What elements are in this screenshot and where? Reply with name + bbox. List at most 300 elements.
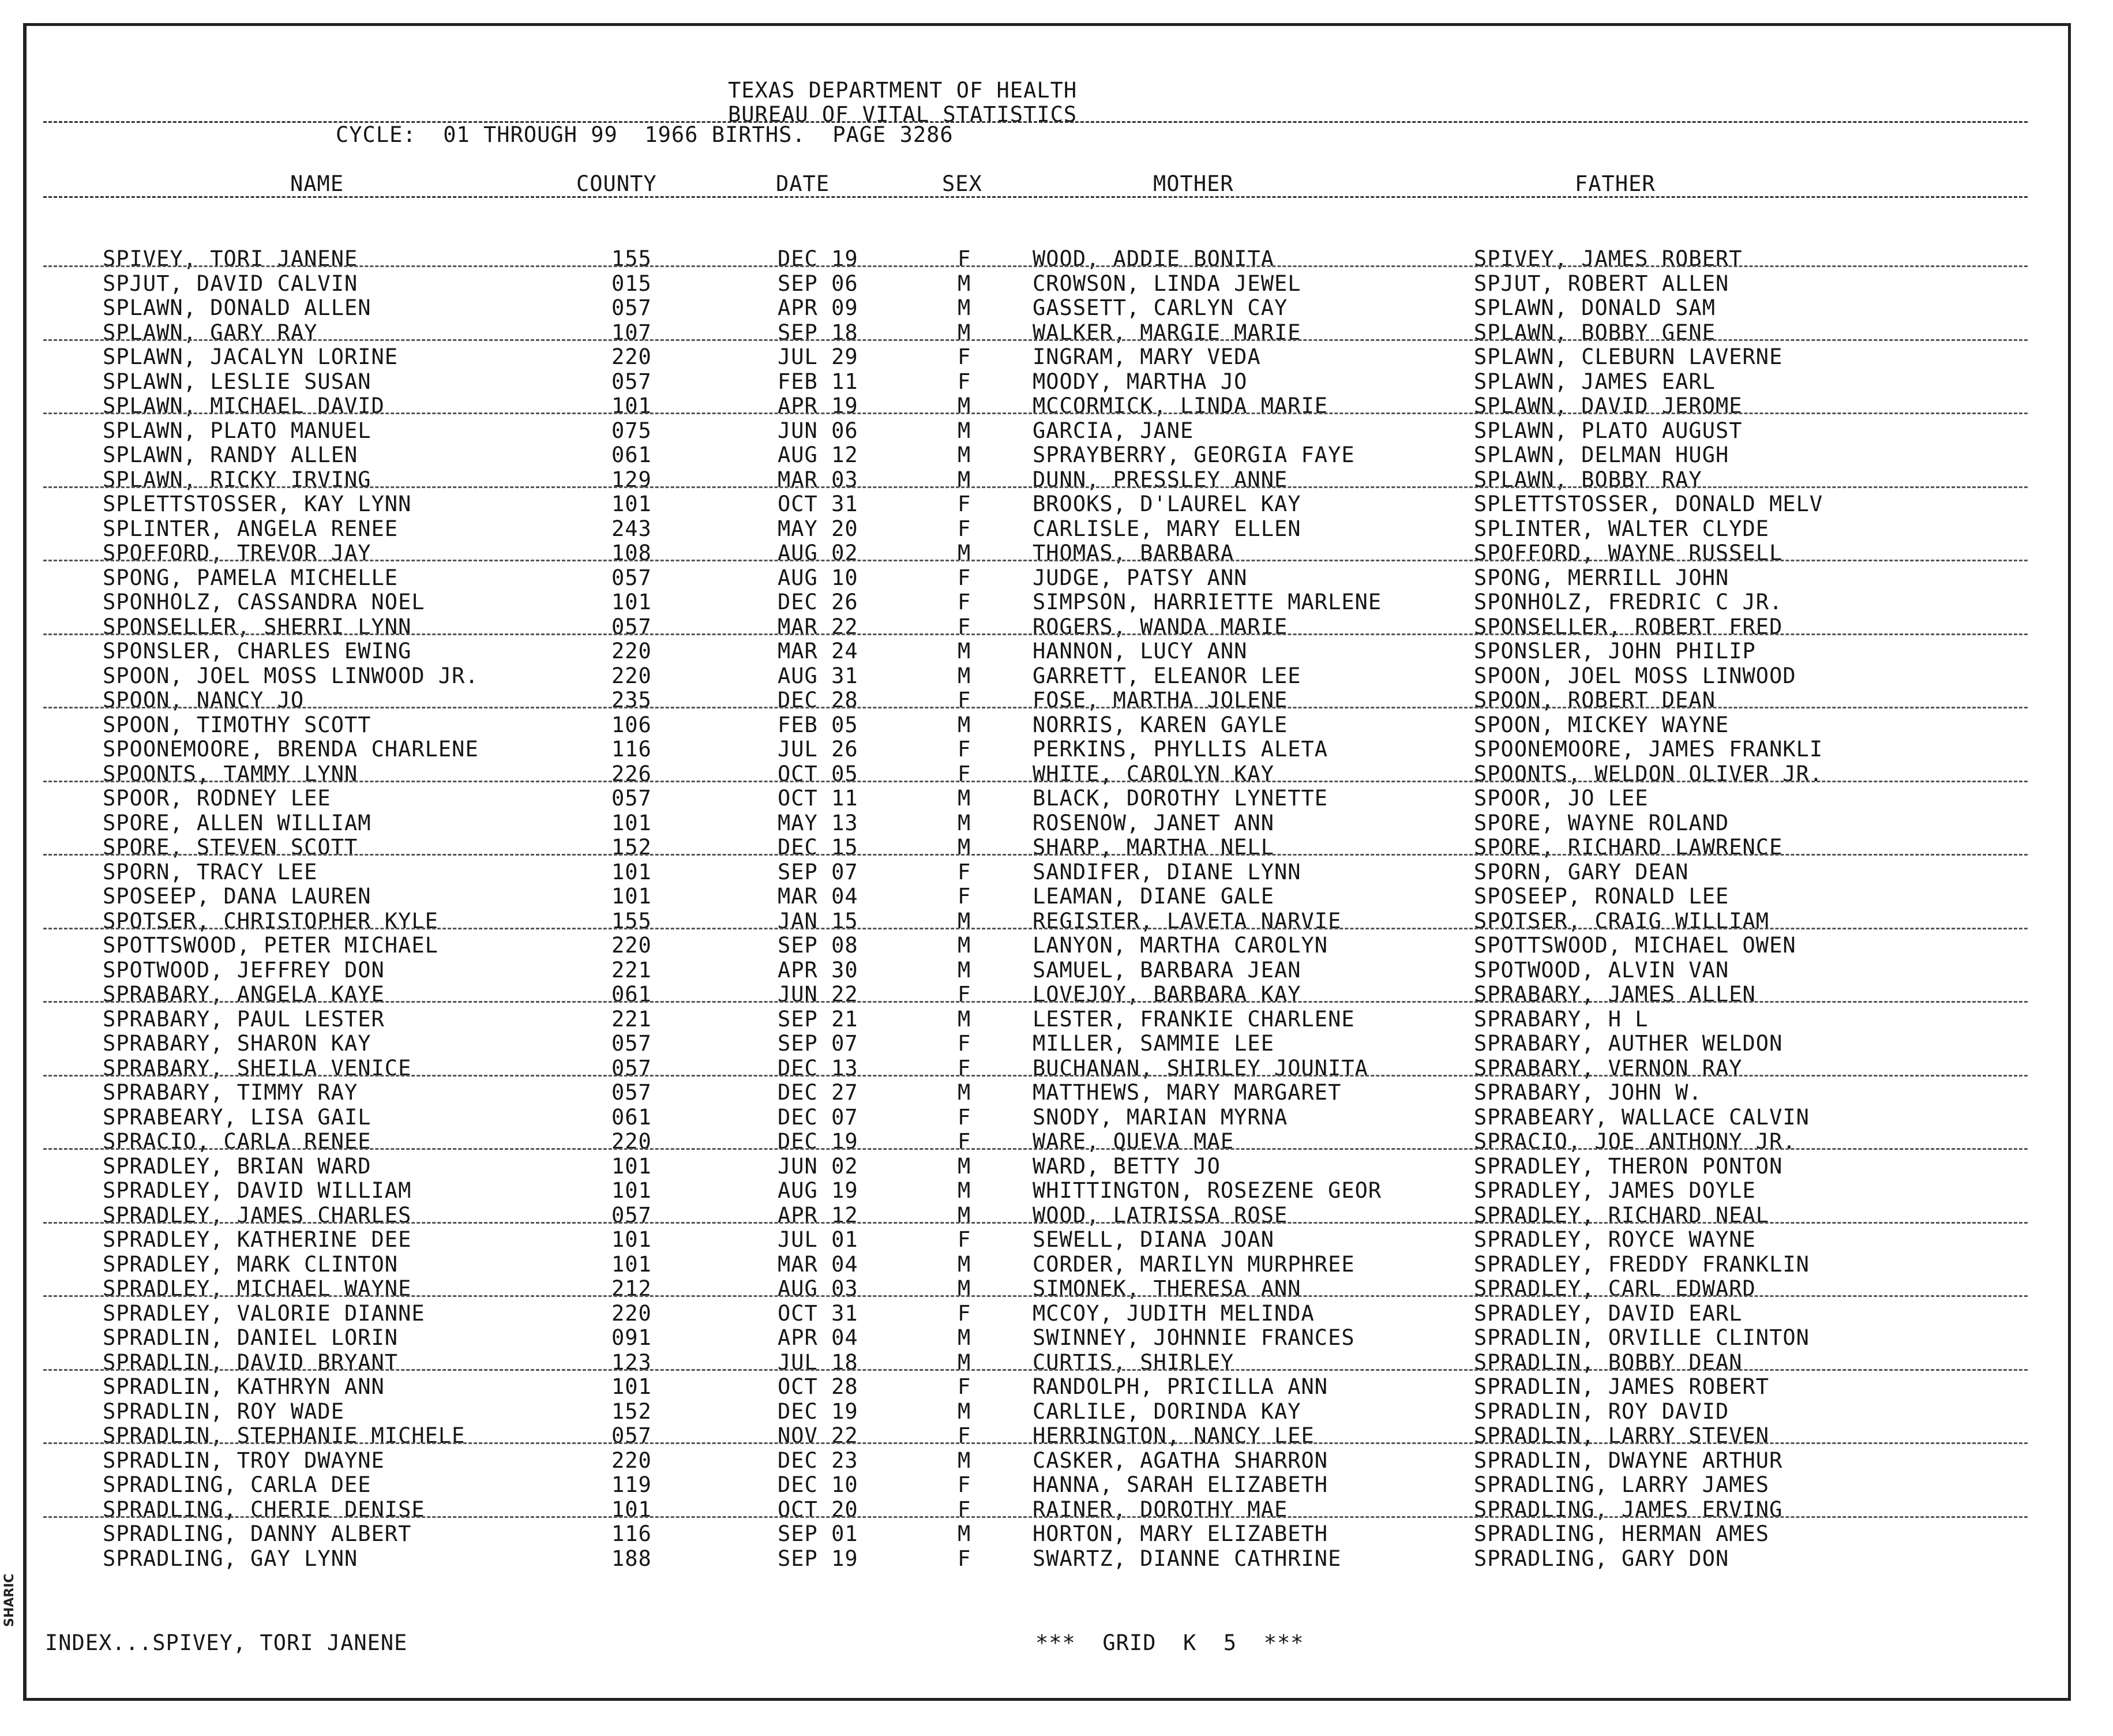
cell-date: JUL 18 — [778, 1349, 858, 1375]
cell-mother: CURTIS, SHIRLEY — [1033, 1349, 1234, 1375]
row-divider — [43, 1222, 2028, 1224]
cell-date: DEC 13 — [778, 1055, 858, 1081]
cell-name: SPOONTS, TAMMY LYNN — [103, 761, 358, 786]
cell-date: OCT 28 — [778, 1374, 858, 1399]
cell-father: SPRADLEY, JAMES DOYLE — [1474, 1178, 1756, 1203]
cell-sex: F — [958, 1546, 971, 1571]
cell-mother: CARLISLE, MARY ELLEN — [1033, 516, 1301, 541]
cell-sex: M — [958, 933, 971, 958]
cell-county: 101 — [611, 810, 652, 835]
report-title: TEXAS DEPARTMENT OF HEALTH — [728, 78, 1078, 103]
cell-sex: M — [958, 418, 971, 443]
cell-mother: ROSENOW, JANET ANN — [1033, 810, 1274, 835]
cell-date: APR 04 — [778, 1325, 858, 1350]
cell-mother: CASKER, AGATHA SHARRON — [1033, 1448, 1328, 1473]
cell-county: 057 — [611, 1031, 652, 1056]
cell-sex: F — [958, 1497, 971, 1522]
cell-father: SPONSELLER, ROBERT FRED — [1474, 614, 1783, 639]
cell-name: SPRABARY, PAUL LESTER — [103, 1006, 385, 1032]
cell-county: 091 — [611, 1325, 652, 1350]
cell-name: SPLETTSTOSSER, KAY LYNN — [103, 492, 412, 516]
cell-name: SPRABARY, ANGELA KAYE — [103, 982, 385, 1007]
cell-name: SPOTSER, CHRISTOPHER KYLE — [103, 908, 438, 933]
cell-father: SPRABARY, AUTHER WELDON — [1474, 1031, 1783, 1056]
cell-county: 220 — [611, 933, 652, 958]
cell-father: SPONHOLZ, FREDRIC C JR. — [1474, 590, 1783, 614]
cell-father: SPRADLIN, BOBBY DEAN — [1474, 1349, 1743, 1375]
cell-father: SPORE, RICHARD LAWRENCE — [1474, 835, 1783, 860]
cell-county: 129 — [611, 467, 652, 492]
cell-sex: F — [958, 1374, 971, 1399]
cell-county: 123 — [611, 1349, 652, 1375]
cell-sex: F — [958, 761, 971, 786]
grid-reference: *** GRID K 5 *** — [1035, 1630, 1304, 1655]
cell-name: SPONSELLER, SHERRI LYNN — [103, 614, 412, 639]
cell-mother: GARCIA, JANE — [1033, 418, 1194, 443]
cell-sex: F — [958, 590, 971, 614]
cell-name: SPOFFORD, TREVOR JAY — [103, 541, 371, 565]
cell-date: DEC 15 — [778, 835, 858, 860]
cell-name: SPRADLIN, DAVID BRYANT — [103, 1349, 399, 1375]
cell-county: 152 — [611, 835, 652, 860]
cell-father: SPLETTSTOSSER, DONALD MELV — [1474, 492, 1823, 516]
row-divider — [43, 781, 2028, 782]
cell-father: SPRADLEY, FREDDY FRANKLIN — [1474, 1251, 1810, 1277]
cell-mother: CARLILE, DORINDA KAY — [1033, 1398, 1301, 1424]
cell-father: SPRACIO, JOE ANTHONY JR. — [1474, 1129, 1796, 1154]
cell-date: SEP 07 — [778, 859, 858, 884]
cell-father: SPOON, JOEL MOSS LINWOOD — [1474, 663, 1796, 688]
cell-name: SPRADLEY, JAMES CHARLES — [103, 1202, 412, 1228]
cell-mother: BROOKS, D'LAUREL KAY — [1033, 492, 1301, 516]
cell-date: DEC 19 — [778, 1398, 858, 1424]
cell-mother: REGISTER, LAVETA NARVIE — [1033, 908, 1342, 933]
cell-county: 116 — [611, 737, 652, 762]
cell-father: SPOONEMOORE, JAMES FRANKLI — [1474, 737, 1823, 762]
cell-county: 057 — [611, 1080, 652, 1105]
cell-mother: WARD, BETTY JO — [1033, 1153, 1221, 1179]
cell-sex: F — [958, 565, 971, 590]
cell-name: SPRADLING, GAY LYNN — [103, 1546, 358, 1571]
cell-father: SPORE, WAYNE ROLAND — [1474, 810, 1729, 835]
col-header-county: COUNTY — [576, 171, 657, 196]
cell-sex: M — [958, 1325, 971, 1350]
cell-sex: M — [958, 1080, 971, 1105]
cell-date: MAR 04 — [778, 1251, 858, 1277]
cell-sex: M — [958, 810, 971, 835]
cell-name: SPRADLIN, KATHRYN ANN — [103, 1374, 385, 1399]
cell-sex: M — [958, 467, 971, 492]
cell-date: SEP 06 — [778, 271, 858, 296]
cell-county: 057 — [611, 1202, 652, 1228]
cell-county: 106 — [611, 712, 652, 737]
cell-sex: M — [958, 1521, 971, 1546]
cell-name: SPORN, TRACY LEE — [103, 859, 318, 884]
cell-name: SPLAWN, RANDY ALLEN — [103, 443, 358, 467]
cell-county: 220 — [611, 1448, 652, 1473]
cell-father: SPRADLING, JAMES ERVING — [1474, 1497, 1783, 1522]
cell-name: SPORE, STEVEN SCOTT — [103, 835, 358, 860]
cell-mother: SHARP, MARTHA NELL — [1033, 835, 1274, 860]
cell-name: SPONG, PAMELA MICHELLE — [103, 565, 399, 590]
cell-date: JUL 29 — [778, 344, 858, 369]
row-divider — [43, 486, 2028, 488]
cell-name: SPRADLEY, DAVID WILLIAM — [103, 1178, 412, 1203]
cell-name: SPRADLEY, KATHERINE DEE — [103, 1227, 412, 1252]
cell-sex: F — [958, 1423, 971, 1448]
cell-date: DEC 07 — [778, 1104, 858, 1130]
cell-sex: F — [958, 1227, 971, 1252]
cell-date: SEP 21 — [778, 1006, 858, 1032]
cell-sex: M — [958, 320, 971, 345]
cell-mother: SANDIFER, DIANE LYNN — [1033, 859, 1301, 884]
cell-father: SPIVEY, JAMES ROBERT — [1474, 246, 1743, 271]
cell-sex: F — [958, 246, 971, 271]
cell-name: SPOOR, RODNEY LEE — [103, 786, 331, 811]
cell-name: SPRADLING, CHERIE DENISE — [103, 1497, 425, 1522]
cell-county: 015 — [611, 271, 652, 296]
cell-date: DEC 10 — [778, 1472, 858, 1497]
cell-county: 101 — [611, 1251, 652, 1277]
cell-date: DEC 28 — [778, 688, 858, 713]
row-divider — [43, 560, 2028, 561]
cell-father: SPRADLING, GARY DON — [1474, 1546, 1729, 1571]
cell-mother: HORTON, MARY ELIZABETH — [1033, 1521, 1328, 1546]
cell-name: SPOON, NANCY JO — [103, 688, 305, 713]
cell-name: SPLINTER, ANGELA RENEE — [103, 516, 399, 541]
cell-sex: M — [958, 908, 971, 933]
row-divider — [43, 1148, 2028, 1150]
cell-county: 101 — [611, 1497, 652, 1522]
cell-date: SEP 07 — [778, 1031, 858, 1056]
cycle-line: CYCLE: 01 THROUGH 99 1966 BIRTHS. PAGE 3286 — [336, 122, 954, 147]
cell-county: 057 — [611, 1423, 652, 1448]
cell-mother: DUNN, PRESSLEY ANNE — [1033, 467, 1288, 492]
cell-father: SPONG, MERRILL JOHN — [1474, 565, 1729, 590]
cell-date: DEC 26 — [778, 590, 858, 614]
cell-father: SPRADLEY, ROYCE WAYNE — [1474, 1227, 1756, 1252]
cell-county: 101 — [611, 1178, 652, 1203]
cell-sex: M — [958, 393, 971, 418]
cell-date: MAY 13 — [778, 810, 858, 835]
cell-county: 061 — [611, 982, 652, 1007]
cell-father: SPRADLEY, CARL EDWARD — [1474, 1276, 1756, 1301]
cell-father: SPRABEARY, WALLACE CALVIN — [1474, 1104, 1810, 1130]
cell-mother: SIMPSON, HARRIETTE MARLENE — [1033, 590, 1382, 614]
cell-county: 119 — [611, 1472, 652, 1497]
cell-mother: MATTHEWS, MARY MARGARET — [1033, 1080, 1342, 1105]
divider — [43, 196, 2028, 198]
cell-county: 235 — [611, 688, 652, 713]
cell-name: SPOON, JOEL MOSS LINWOOD JR. — [103, 663, 479, 688]
row-divider — [43, 1442, 2028, 1444]
cell-sex: M — [958, 1398, 971, 1424]
cell-date: JUL 26 — [778, 737, 858, 762]
cell-father: SPLAWN, DAVID JEROME — [1474, 393, 1743, 418]
cell-county: 101 — [611, 590, 652, 614]
cell-name: SPRADLING, DANNY ALBERT — [103, 1521, 412, 1546]
cell-date: AUG 12 — [778, 443, 858, 467]
cell-date: APR 12 — [778, 1202, 858, 1228]
cell-father: SPOSEEP, RONALD LEE — [1474, 884, 1729, 909]
cell-name: SPLAWN, GARY RAY — [103, 320, 318, 345]
cell-mother: SEWELL, DIANA JOAN — [1033, 1227, 1274, 1252]
cell-father: SPRABARY, VERNON RAY — [1474, 1055, 1743, 1081]
cell-father: SPOFFORD, WAYNE RUSSELL — [1474, 541, 1783, 565]
cell-county: 188 — [611, 1546, 652, 1571]
cell-county: 220 — [611, 1300, 652, 1326]
cell-name: SPONSLER, CHARLES EWING — [103, 639, 412, 663]
cell-sex: M — [958, 786, 971, 811]
cell-sex: M — [958, 1251, 971, 1277]
cell-name: SPOTTSWOOD, PETER MICHAEL — [103, 933, 438, 958]
cell-sex: F — [958, 1129, 971, 1154]
cell-mother: ROGERS, WANDA MARIE — [1033, 614, 1288, 639]
cell-date: AUG 10 — [778, 565, 858, 590]
cell-date: OCT 31 — [778, 492, 858, 516]
row-divider — [43, 1075, 2028, 1077]
cell-county: 057 — [611, 369, 652, 394]
cell-mother: FOSE, MARTHA JOLENE — [1033, 688, 1288, 713]
cell-date: SEP 19 — [778, 1546, 858, 1571]
cell-father: SPLAWN, CLEBURN LAVERNE — [1474, 344, 1783, 369]
cell-sex: M — [958, 712, 971, 737]
cell-county: 101 — [611, 393, 652, 418]
cell-date: FEB 05 — [778, 712, 858, 737]
cell-date: JUN 22 — [778, 982, 858, 1007]
cell-name: SPRADLING, CARLA DEE — [103, 1472, 371, 1497]
cell-father: SPORN, GARY DEAN — [1474, 859, 1689, 884]
cell-name: SPLAWN, RICKY IRVING — [103, 467, 371, 492]
cell-name: SPRADLEY, BRIAN WARD — [103, 1153, 371, 1179]
cell-father: SPRADLING, HERMAN AMES — [1474, 1521, 1770, 1546]
cell-mother: HANNON, LUCY ANN — [1033, 639, 1248, 663]
cell-sex: F — [958, 1104, 971, 1130]
cell-mother: MCCORMICK, LINDA MARIE — [1033, 393, 1328, 418]
cell-county: 101 — [611, 884, 652, 909]
cell-sex: F — [958, 688, 971, 713]
cell-county: 155 — [611, 908, 652, 933]
cell-county: 221 — [611, 957, 652, 983]
cell-sex: F — [958, 369, 971, 394]
cell-father: SPOTTSWOOD, MICHAEL OWEN — [1474, 933, 1796, 958]
cell-mother: WHITE, CAROLYN KAY — [1033, 761, 1274, 786]
cell-father: SPOON, ROBERT DEAN — [1474, 688, 1716, 713]
cell-date: MAR 24 — [778, 639, 858, 663]
cell-name: SPRABARY, SHEILA VENICE — [103, 1055, 412, 1081]
cell-name: SPRABARY, TIMMY RAY — [103, 1080, 358, 1105]
cell-mother: SWINNEY, JOHNNIE FRANCES — [1033, 1325, 1355, 1350]
cell-sex: M — [958, 1153, 971, 1179]
cell-mother: MILLER, SAMMIE LEE — [1033, 1031, 1274, 1056]
cell-name: SPRABEARY, LISA GAIL — [103, 1104, 371, 1130]
cell-mother: GARRETT, ELEANOR LEE — [1033, 663, 1301, 688]
cell-date: SEP 08 — [778, 933, 858, 958]
cell-name: SPORE, ALLEN WILLIAM — [103, 810, 371, 835]
cell-father: SPRADLIN, DWAYNE ARTHUR — [1474, 1448, 1783, 1473]
cell-mother: WALKER, MARGIE MARIE — [1033, 320, 1301, 345]
cell-name: SPRADLIN, TROY DWAYNE — [103, 1448, 385, 1473]
cell-father: SPRADLIN, JAMES ROBERT — [1474, 1374, 1770, 1399]
cell-sex: F — [958, 737, 971, 762]
cell-date: APR 09 — [778, 295, 858, 320]
cell-mother: CROWSON, LINDA JEWEL — [1033, 271, 1301, 296]
cell-father: SPLAWN, JAMES EARL — [1474, 369, 1716, 394]
cell-name: SPRACIO, CARLA RENEE — [103, 1129, 371, 1154]
cell-father: SPOONTS, WELDON OLIVER JR. — [1474, 761, 1823, 786]
cell-mother: INGRAM, MARY VEDA — [1033, 344, 1261, 369]
cell-father: SPOOR, JO LEE — [1474, 786, 1649, 811]
cell-sex: M — [958, 1349, 971, 1375]
cell-name: SPOSEEP, DANA LAUREN — [103, 884, 371, 909]
cell-county: 220 — [611, 344, 652, 369]
cell-county: 075 — [611, 418, 652, 443]
cell-sex: M — [958, 1448, 971, 1473]
cell-sex: F — [958, 1031, 971, 1056]
cell-county: 057 — [611, 614, 652, 639]
cell-county: 107 — [611, 320, 652, 345]
cell-name: SPOTWOOD, JEFFREY DON — [103, 957, 385, 983]
cell-sex: F — [958, 859, 971, 884]
cell-sex: M — [958, 1276, 971, 1301]
cell-mother: BLACK, DOROTHY LYNETTE — [1033, 786, 1328, 811]
cell-name: SPRADLIN, DANIEL LORIN — [103, 1325, 399, 1350]
cell-county: 101 — [611, 1227, 652, 1252]
cell-sex: F — [958, 1472, 971, 1497]
cell-county: 108 — [611, 541, 652, 565]
cell-date: OCT 11 — [778, 786, 858, 811]
row-divider — [43, 633, 2028, 635]
cell-father: SPOTSER, CRAIG WILLIAM — [1474, 908, 1770, 933]
cell-father: SPLINTER, WALTER CLYDE — [1474, 516, 1770, 541]
cell-mother: MOODY, MARTHA JO — [1033, 369, 1248, 394]
row-divider — [43, 1369, 2028, 1371]
cell-date: DEC 27 — [778, 1080, 858, 1105]
cell-county: 220 — [611, 663, 652, 688]
cell-mother: WHITTINGTON, ROSEZENE GEOR — [1033, 1178, 1382, 1203]
cell-county: 057 — [611, 1055, 652, 1081]
cell-date: OCT 20 — [778, 1497, 858, 1522]
cell-name: SPOONEMOORE, BRENDA CHARLENE — [103, 737, 479, 762]
cell-mother: NORRIS, KAREN GAYLE — [1033, 712, 1288, 737]
cell-mother: WARE, QUEVA MAE — [1033, 1129, 1234, 1154]
cell-date: SEP 01 — [778, 1521, 858, 1546]
cell-mother: SNODY, MARIAN MYRNA — [1033, 1104, 1288, 1130]
cell-county: 057 — [611, 295, 652, 320]
cell-date: APR 19 — [778, 393, 858, 418]
cell-date: OCT 31 — [778, 1300, 858, 1326]
cell-sex: M — [958, 835, 971, 860]
index-line: INDEX...SPIVEY, TORI JANENE — [45, 1630, 408, 1655]
cell-county: 220 — [611, 639, 652, 663]
cell-county: 101 — [611, 1374, 652, 1399]
cell-sex: F — [958, 492, 971, 516]
cell-father: SPRADLEY, RICHARD NEAL — [1474, 1202, 1770, 1228]
cell-county: 101 — [611, 492, 652, 516]
cell-father: SPRADLIN, ROY DAVID — [1474, 1398, 1729, 1424]
cell-date: AUG 31 — [778, 663, 858, 688]
cell-sex: F — [958, 1055, 971, 1081]
cell-father: SPLAWN, BOBBY RAY — [1474, 467, 1702, 492]
cell-father: SPLAWN, DONALD SAM — [1474, 295, 1716, 320]
cell-mother: SIMONEK, THERESA ANN — [1033, 1276, 1301, 1301]
cell-sex: F — [958, 344, 971, 369]
cell-sex: F — [958, 982, 971, 1007]
cell-county: 061 — [611, 443, 652, 467]
cell-name: SPLAWN, LESLIE SUSAN — [103, 369, 371, 394]
cell-mother: RAINER, DOROTHY MAE — [1033, 1497, 1288, 1522]
row-divider — [43, 1516, 2028, 1518]
cell-name: SPONHOLZ, CASSANDRA NOEL — [103, 590, 425, 614]
cell-mother: WOOD, LATRISSA ROSE — [1033, 1202, 1288, 1228]
cell-father: SPONSLER, JOHN PHILIP — [1474, 639, 1756, 663]
cell-sex: M — [958, 639, 971, 663]
cell-name: SPLAWN, DONALD ALLEN — [103, 295, 371, 320]
cell-mother: PERKINS, PHYLLIS ALETA — [1033, 737, 1328, 762]
cell-father: SPRADLEY, DAVID EARL — [1474, 1300, 1743, 1326]
cell-mother: HERRINGTON, NANCY LEE — [1033, 1423, 1315, 1448]
cell-father: SPJUT, ROBERT ALLEN — [1474, 271, 1729, 296]
cell-mother: GASSETT, CARLYN CAY — [1033, 295, 1288, 320]
cell-father: SPRABARY, H L — [1474, 1006, 1649, 1032]
cell-mother: THOMAS, BARBARA — [1033, 541, 1234, 565]
cell-date: JUN 02 — [778, 1153, 858, 1179]
cell-date: MAR 22 — [778, 614, 858, 639]
cell-date: MAR 03 — [778, 467, 858, 492]
cell-date: SEP 18 — [778, 320, 858, 345]
cell-sex: F — [958, 884, 971, 909]
cell-sex: M — [958, 1178, 971, 1203]
cell-mother: SPRAYBERRY, GEORGIA FAYE — [1033, 443, 1355, 467]
cell-sex: M — [958, 1006, 971, 1032]
cell-name: SPLAWN, MICHAEL DAVID — [103, 393, 385, 418]
cell-father: SPRABARY, JOHN W. — [1474, 1080, 1702, 1105]
cell-mother: LEAMAN, DIANE GALE — [1033, 884, 1274, 909]
cell-date: DEC 19 — [778, 246, 858, 271]
row-divider — [43, 1295, 2028, 1297]
cell-name: SPIVEY, TORI JANENE — [103, 246, 358, 271]
cell-sex: M — [958, 663, 971, 688]
cell-county: 152 — [611, 1398, 652, 1424]
cell-mother: SWARTZ, DIANNE CATHRINE — [1033, 1546, 1342, 1571]
cell-father: SPRABARY, JAMES ALLEN — [1474, 982, 1756, 1007]
cell-sex: M — [958, 443, 971, 467]
cell-name: SPRADLIN, ROY WADE — [103, 1398, 344, 1424]
row-divider — [43, 265, 2028, 267]
col-header-father: FATHER — [1575, 171, 1656, 196]
cell-date: FEB 11 — [778, 369, 858, 394]
cell-sex: M — [958, 295, 971, 320]
cell-father: SPRADLEY, THERON PONTON — [1474, 1153, 1783, 1179]
cell-mother: JUDGE, PATSY ANN — [1033, 565, 1248, 590]
cell-sex: F — [958, 516, 971, 541]
cell-father: SPLAWN, BOBBY GENE — [1474, 320, 1716, 345]
cell-name: SPOON, TIMOTHY SCOTT — [103, 712, 371, 737]
cell-date: DEC 23 — [778, 1448, 858, 1473]
row-divider — [43, 928, 2028, 929]
cell-county: 101 — [611, 1153, 652, 1179]
cell-father: SPOTWOOD, ALVIN VAN — [1474, 957, 1729, 983]
cell-mother: HANNA, SARAH ELIZABETH — [1033, 1472, 1328, 1497]
row-divider — [43, 339, 2028, 341]
cell-sex: M — [958, 1202, 971, 1228]
cell-date: APR 30 — [778, 957, 858, 983]
cell-county: 155 — [611, 246, 652, 271]
cell-mother: LESTER, FRANKIE CHARLENE — [1033, 1006, 1355, 1032]
cell-sex: F — [958, 614, 971, 639]
cell-county: 061 — [611, 1104, 652, 1130]
cell-father: SPRADLING, LARRY JAMES — [1474, 1472, 1770, 1497]
